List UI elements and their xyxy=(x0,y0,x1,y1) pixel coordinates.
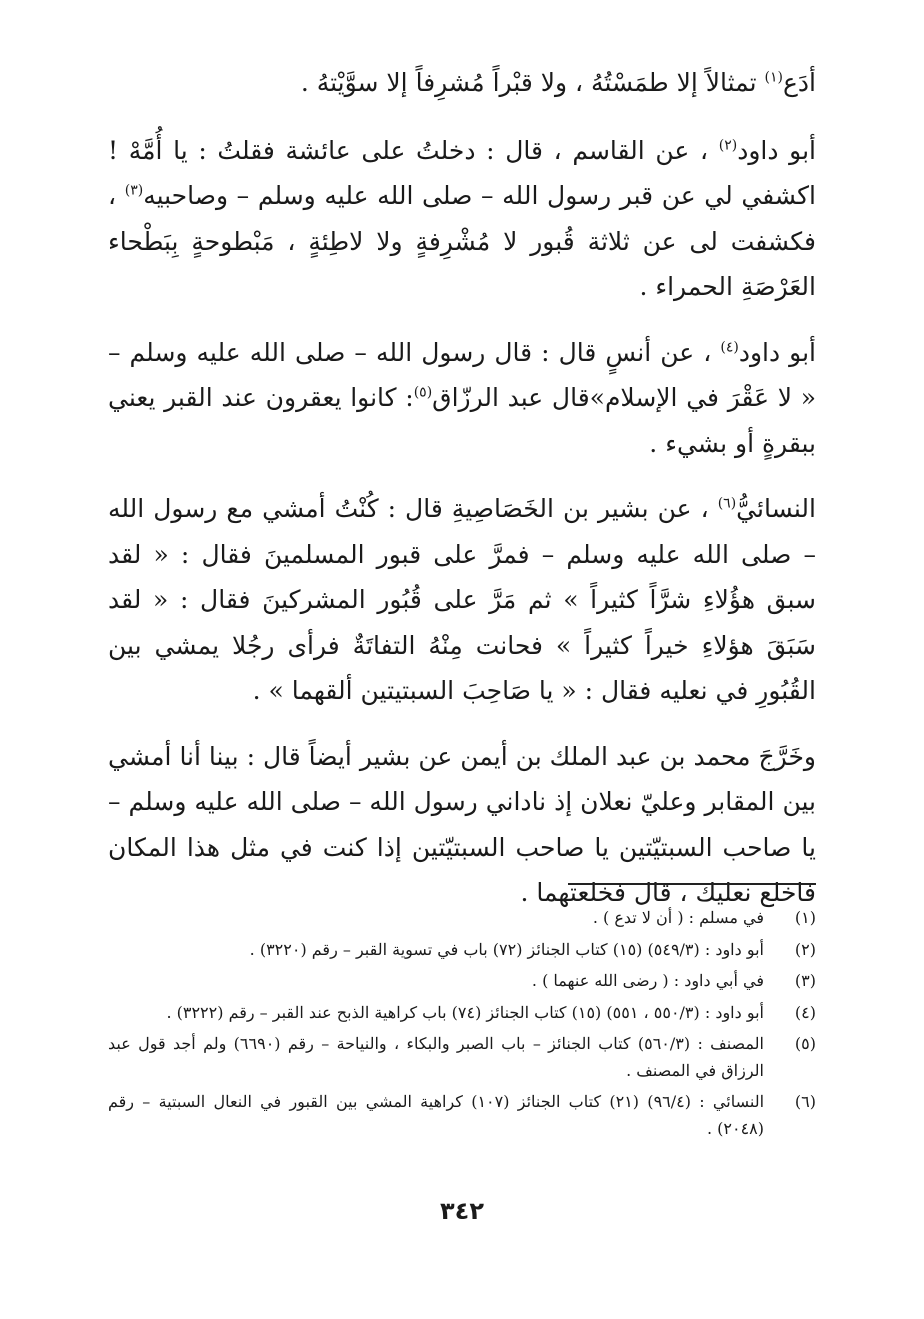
footnote-ref-4: (٤) xyxy=(720,339,739,356)
footnote-3 xyxy=(108,968,816,995)
footnote-separator xyxy=(568,883,816,885)
footnote-number: (٣) xyxy=(794,971,816,990)
footnote-ref-2: (٢) xyxy=(718,137,738,154)
document-page xyxy=(108,60,816,1260)
footnote-ref-1: (١) xyxy=(764,69,783,86)
footnote-text: النسائي : (٩٦/٤) (٢١) كتاب الجنائز (١٠٧) كراهية المشي بين القبور في النعال السبتية – رقم (٢٠٤٨) . xyxy=(108,1092,765,1138)
footnote-number: (٥) xyxy=(794,1034,816,1053)
paragraph-2: أبو داود$^{(٢)}$ ، عن القاسم ، قال : دخلتُ على عائشة فقلتُ : يا أُمَّهْ ! اكشفي لي عن قبر رسول الله – صلى الله عليه وسلم – وصاحبيه$^{(٣)}$ ، فكشفت لى عن ثلاثة قُبور لا مُشْرِفةٍ ولا لاطِئةٍ ، مَبْطوحةٍ بِبَطْحاء العَرْصَةِ الحمراء . xyxy=(108,135,817,301)
footnote-4 xyxy=(108,1000,816,1027)
paragraph-5: وخَرَّجَ محمد بن عبد الملك بن أيمن عن بشير أيضاً قال : بينا أنا أمشي بين المقابر وعليّ نعلان إذ ناداني رسول الله – صلى الله عليه وسلم – يا صاحب السبتيّتين يا صاحب السبتيّتين إذا كنت في مثل هذا المكان فاخلع نعليك ، قال فخلعتهما . xyxy=(108,741,816,907)
main-text xyxy=(108,60,816,916)
footnote-2 xyxy=(108,937,816,964)
footnote-text: المصنف : (٥٦٠/٣) كتاب الجنائز – باب الصبر والبكاء ، والنياحة – رقم (٦٦٩٠) ولم أجد قول عبد الرزاق في المصنف . xyxy=(108,1034,765,1080)
footnote-5 xyxy=(108,1031,816,1084)
footnote-number: (١) xyxy=(794,908,816,927)
footnote-6 xyxy=(108,1089,816,1142)
footnote-number: (٢) xyxy=(794,939,816,959)
page-number: ٣٤٢ xyxy=(440,1197,484,1225)
footnote-ref-6: (٦) xyxy=(717,495,737,512)
footnote-ref-3: (٣) xyxy=(124,182,144,199)
footnote-text: في مسلم : ( أن لا تدع ) . xyxy=(592,908,764,927)
paragraph-4: النسائيُّ$^{(٦)}$ ، عن بشير بن الخَصَاصِيةِ قال : كُنْتُ أمشي مع رسول الله – صلى الله عليه وسلم – فمرَّ على قبور المسلمينَ فقال : « لقد سبق هؤُلاءِ شرَّاً كثيراً » ثم مَرَّ على قُبُور المشركينَ فقال : « لقد سَبَقَ هؤلاءِ خيراً كثيراً » فحانت مِنْهُ التفاتَةٌ فرأى رجُلا يمشي بين القُبُورِ في نعليه فقال : « يا صَاحِبَ السبتيتين ألقهما » . xyxy=(108,494,816,705)
footnote-ref-5: (٥) xyxy=(413,384,433,401)
footnote-text: أبو داود : (٥٤٩/٣) (١٥) كتاب الجنائز (٧٢) باب في تسوية القبر – رقم (٣٢٢٠) . xyxy=(249,939,764,959)
paragraph-3: أبو داود$^{(٤)}$ ، عن أنسٍ قال : قال رسول الله – صلى الله عليه وسلم – « لا عَقْرَ في الإسلام»قال عبد الرزّاق$^{(٥)}$: كانوا يعقرون عند القبر يعني ببقرةٍ أو بشيء . xyxy=(108,337,817,458)
footnote-1 xyxy=(108,905,816,932)
footnote-number: (٦) xyxy=(794,1092,816,1111)
footnote-text: أبو داود : (٥٥٠/٣ ، ٥٥١) (١٥) كتاب الجنائز (٧٤) باب كراهية الذبح عند القبر – رقم (٣٢٢٢) . xyxy=(166,1002,764,1022)
footnotes xyxy=(108,905,816,1147)
footnote-text: في أبي داود : ( رضى الله عنهما ) . xyxy=(531,971,764,990)
footnote-number: (٤) xyxy=(794,1002,816,1022)
paragraph-1: أدَع$^{(١)}$ تمثالاً إلا طمَسْتُهُ ، ولا قبْراً مُشرِفاً إلا سوَّيْتهُ . xyxy=(300,68,816,97)
